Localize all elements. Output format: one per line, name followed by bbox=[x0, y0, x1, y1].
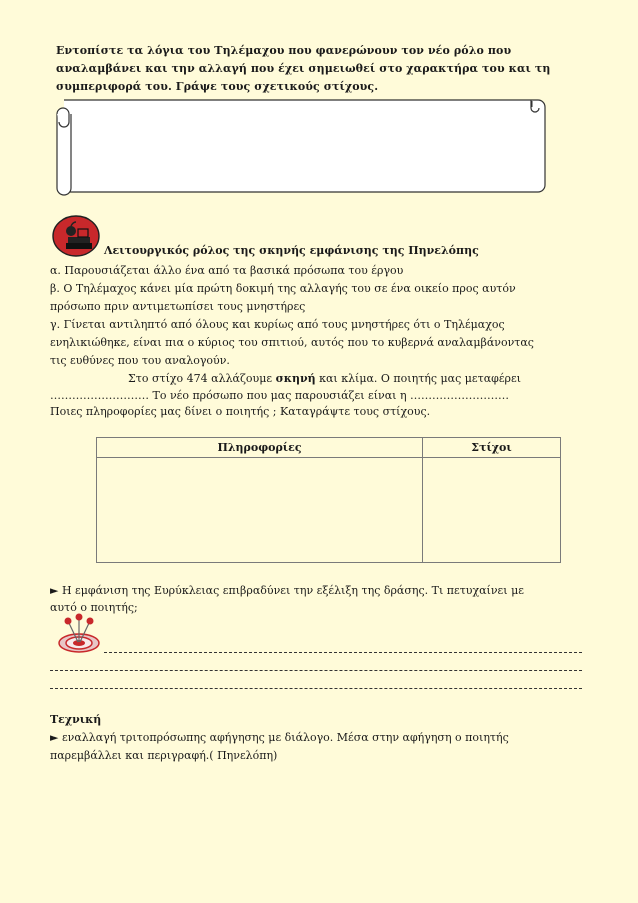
intro-line: Εντοπίστε τα λόγια του Τηλέμαχου που φανερώνουν τον νέο ρόλο που bbox=[56, 44, 512, 57]
verses-cell[interactable] bbox=[423, 458, 561, 563]
section-line: πρόσωπο πριν αντιμετωπίσει τους μνηστήρες bbox=[50, 300, 306, 313]
info-table bbox=[96, 437, 561, 563]
col-header-info: Πληροφορίες bbox=[97, 438, 423, 458]
eurykleia-line: ► Η εμφάνιση της Ευρύκλειας επιβραδύνει την εξέλιξη της δράσης. Τι πετυχαίνει με bbox=[50, 584, 524, 597]
table-header-row bbox=[97, 438, 561, 458]
eurykleia-line: αυτό ο ποιητής; bbox=[50, 601, 138, 614]
scroll-answer-box[interactable] bbox=[40, 92, 552, 196]
dots-line: ……………………… Το νέο πρόσωπο που μας παρουσιάζει είναι η ……………………… bbox=[50, 389, 510, 402]
verse-suffix: και κλίμα. Ο ποιητής μας μεταφέρει bbox=[315, 372, 521, 385]
technique-title: Τεχνική bbox=[50, 713, 102, 726]
section-line: τις ευθύνες που του αναλογούν. bbox=[50, 354, 230, 367]
answer-line[interactable] bbox=[50, 688, 582, 689]
verse-bold: σκηνή bbox=[275, 372, 316, 385]
technique-line: ► εναλλαγή τριτοπρόσωπης αφήγησης με διάλογο. Μέσα στην αφήγηση ο ποιητής bbox=[50, 731, 509, 744]
verse-line bbox=[128, 372, 521, 385]
answer-line[interactable] bbox=[50, 670, 582, 671]
technique-line: παρεμβάλλει και περιγραφή.( Πηνελόπη) bbox=[50, 749, 278, 762]
intro-line: συμπεριφορά του. Γράψε τους σχετικούς στίχους. bbox=[56, 80, 379, 93]
question-line: Ποιες πληροφορίες μας δίνει ο ποιητής ; Καταγράψτε τους στίχους. bbox=[50, 405, 431, 418]
books-apple-icon bbox=[52, 215, 100, 257]
section-line: γ. Γίνεται αντιληπτό από όλους και κυρίως από τους μνηστήρες ότι ο Τηλέμαχος bbox=[50, 318, 505, 331]
intro-instructions bbox=[56, 42, 556, 96]
verse-prefix: Στο στίχο 474 αλλάζουμε bbox=[128, 372, 276, 385]
intro-line: αναλαμβάνει και την αλλαγή που έχει σημειωθεί στο χαρακτήρα του και τη bbox=[56, 62, 551, 75]
section-title: Λειτουργικός ρόλος της σκηνής εμφάνισης της Πηνελόπης bbox=[104, 244, 479, 257]
answer-line[interactable] bbox=[104, 652, 582, 653]
col-header-verses: Στίχοι bbox=[423, 438, 561, 458]
section-line: β. Ο Τηλέμαχος κάνει μία πρώτη δοκιμή της αλλαγής του σε ένα οικείο προς αυτόν bbox=[50, 282, 516, 295]
section-line: ενηλικιώθηκε, είναι πια ο κύριος του σπιτιού, αυτός που το κυβερνά αναλαμβάνοντας bbox=[50, 336, 534, 349]
section-line: α. Παρουσιάζεται άλλο ένα από τα βασικά πρόσωπα του έργου bbox=[50, 264, 404, 277]
info-cell[interactable] bbox=[97, 458, 423, 563]
table-row bbox=[97, 458, 561, 563]
target-darts-icon bbox=[54, 613, 104, 653]
